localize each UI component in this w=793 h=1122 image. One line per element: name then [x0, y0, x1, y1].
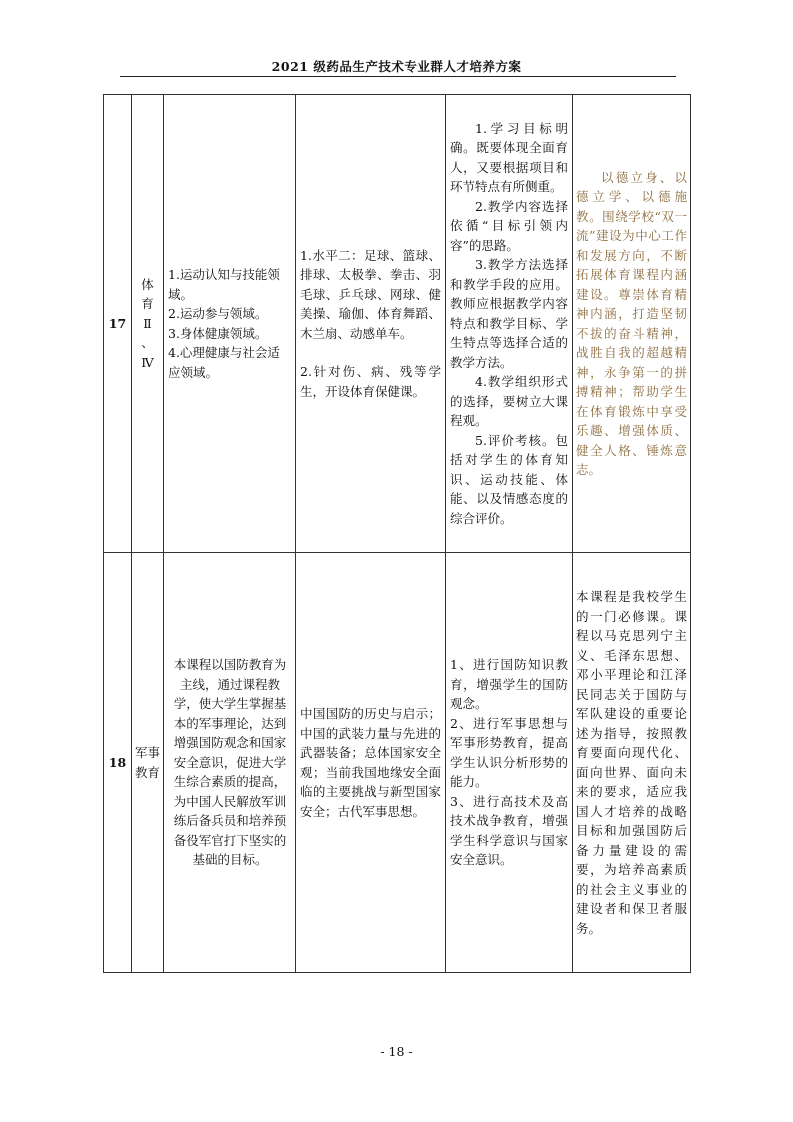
requirement-item: 3、进行高技术及高技术战争教育，增强学生科学意识与国家安全意识。 [450, 793, 568, 868]
requirement-item: 5.评价考核。包括对学生的体育知识、运动技能、体能、以及情感态度的综合评价。 [450, 432, 568, 526]
table-row [104, 553, 691, 973]
requirement-item: 2、进行军事思想与军事形势教育，提高学生认识分析形势的能力。 [450, 715, 568, 790]
content-item: 1.水平二：足球、篮球、排球、太极拳、拳击、羽毛球、乒乓球、网球、健美操、瑜伽、体育舞蹈、木兰扇、动感单车。 [300, 247, 441, 341]
requirement-item: 2.教学内容选择依循“目标引领内容”的思路。 [450, 198, 568, 253]
header-divider [120, 76, 676, 77]
requirement-item: 1、进行国防知识教育，增强学生的国防观念。 [450, 657, 568, 712]
course-name-part: 、 [141, 335, 154, 351]
teaching-requirements-cell [446, 553, 573, 973]
objective-item: 3.身体健康领域。 [168, 325, 268, 341]
objective-item: 1.运动认知与技能领域。 [168, 267, 280, 302]
course-name-part: 体 [141, 276, 154, 292]
requirement-item: 4.教学组织形式的选择，要树立大课程观。 [450, 374, 568, 429]
page-number: - 18 - [380, 1044, 413, 1059]
ideology-text: 以德立身、以德立学、以德施教。围绕学校“双一流”建设为中心工作和发展方向，不断拓展体育课程内涵建设。尊崇体育精神内涵，打造坚韧不拔的奋斗精神，战胜自我的超越精神，永争第一的拼搏精神；帮助学生在体育锻炼中享受乐趣、增强体质、健全人格、锤炼意志。 [576, 169, 687, 477]
course-content-cell [296, 553, 446, 973]
table-row [104, 95, 691, 553]
requirement-item: 1.学习目标明确。既要体现全面育人，又要根据项目和环节特点有所侧重。 [450, 120, 568, 195]
course-name-part: Ⅳ [141, 354, 154, 370]
course-name-part: Ⅱ [143, 315, 152, 331]
row-number: 18 [104, 553, 132, 973]
page-header-title: 2021 级药品生产技术专业群人才培养方案 [271, 59, 522, 74]
course-objectives-cell [164, 553, 296, 973]
content-item: 2.针对伤、病、残等学生，开设体育保健课。 [300, 364, 441, 399]
objective-item: 4.心理健康与社会适应领域。 [168, 345, 280, 380]
course-name-part: 军事 [134, 745, 160, 760]
objective-item: 2.运动参与领域。 [168, 306, 268, 321]
course-name-part: 教育 [134, 764, 160, 780]
course-name [132, 553, 164, 973]
teaching-requirements-cell [446, 95, 573, 553]
ideology-cell [573, 553, 691, 973]
ideology-text: 本课程是我校学生的一门必修课。课程以马克思列宁主义、毛泽东思想、邓小平理论和江泽民同志关于国防与军队建设的重要论述为指导，按照教育要面向现代化、面向世界、面向未来的要求，适应我国人才培养的战略目标和加强国防后备力量建设的需要，为培养高素质的社会主义事业的建设者和保卫者服务。 [576, 589, 687, 936]
content-item: 中国国防的历史与启示；中国的武装力量与先进的武器装备；总体国家安全观；当前我国地缘安全面临的主要挑战与新型国家安全；古代军事思想。 [300, 706, 441, 819]
course-name [132, 95, 164, 553]
curriculum-table [103, 94, 691, 973]
course-content-cell [296, 95, 446, 553]
row-number: 17 [104, 95, 132, 553]
course-objectives-cell [164, 95, 296, 553]
requirement-item: 3.教学方法选择和教学手段的应用。教师应根据教学内容特点和教学目标、学生特点等选择合适的教学方法。 [450, 257, 568, 370]
ideology-cell [573, 95, 691, 553]
course-name-part: 育 [141, 296, 154, 312]
objective-item: 本课程以国防教育为主线，通过课程教学，使大学生掌握基本的军事理论，达到增强国防观念和国家安全意识，促进大学生综合素质的提高，为中国人民解放军训练后备兵员和培养预备役军官打下坚实的基础的目标。 [173, 657, 287, 868]
